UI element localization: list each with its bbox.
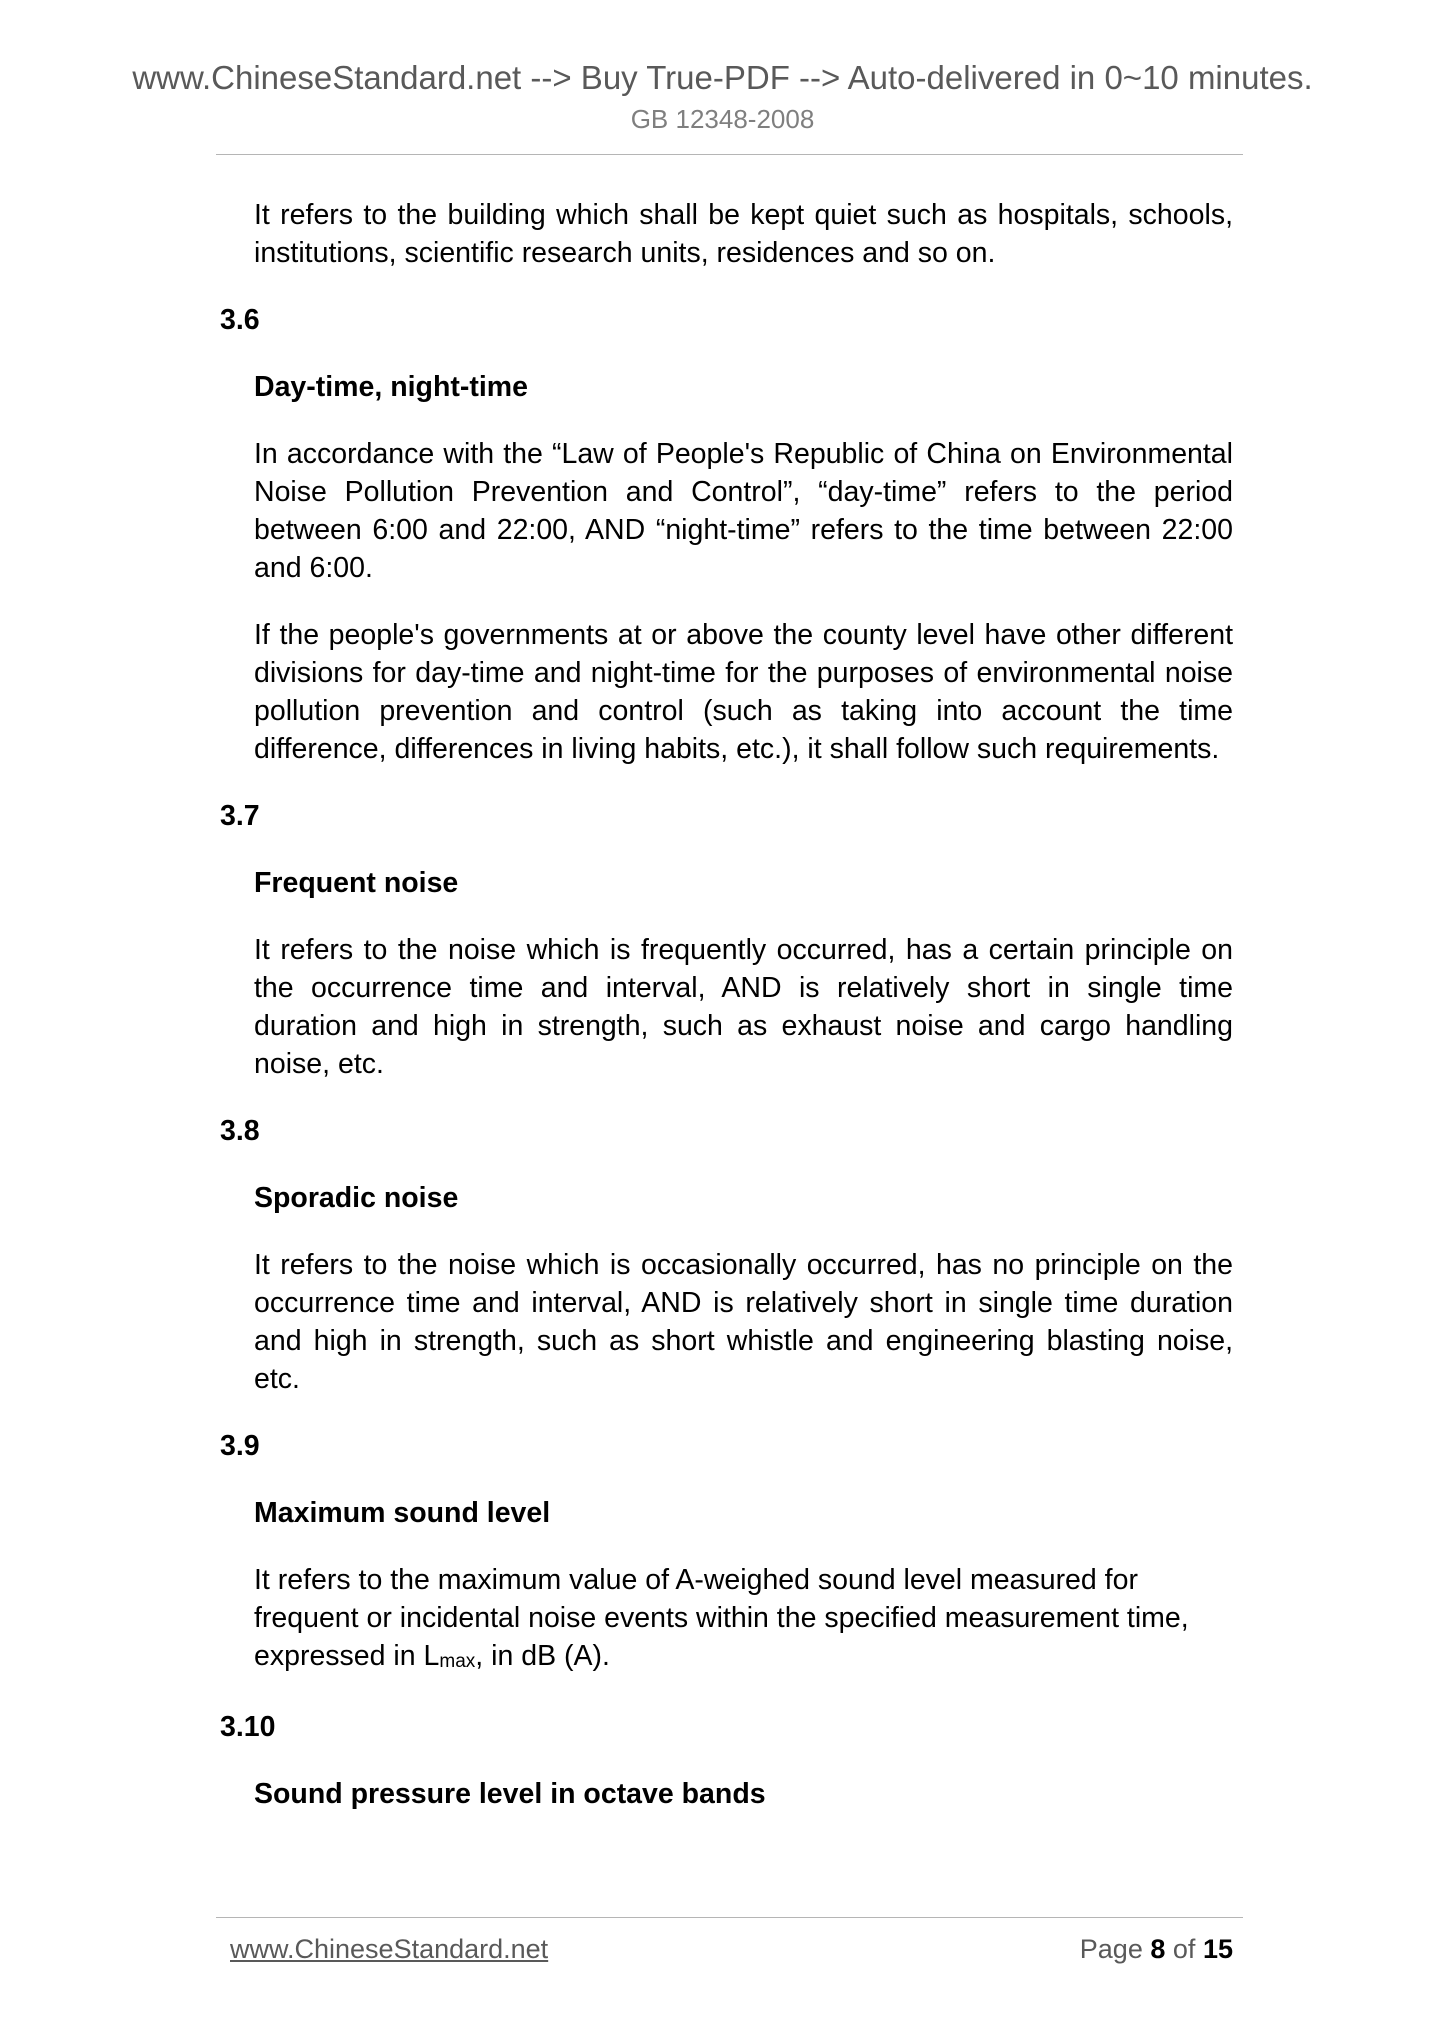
- page-total: 15: [1202, 1934, 1233, 1964]
- header-divider: [216, 154, 1243, 155]
- section-number-3-6: 3.6: [220, 304, 260, 336]
- document-body: [0, 196, 1445, 1813]
- definition-paragraph-3-7: It refers to the noise which is frequently occurred, has a certain principle on the occurrence time and interval, AND is relatively short in single time duration and high in strength, such as exhaust noise and cargo handling noise, etc.: [254, 934, 1233, 1080]
- page-current: 8: [1150, 1934, 1166, 1964]
- section-number-3-9: 3.9: [220, 1430, 260, 1462]
- definition-text: It refers to the maximum value of A-weighed sound level measured for frequent or incidental noise events within the specified measurement time, expressed in L: [254, 1564, 1189, 1672]
- page-header: [0, 58, 1445, 136]
- section-number-3-7: 3.7: [220, 800, 260, 832]
- term-octave-band-level: Sound pressure level in octave bands: [254, 1778, 766, 1810]
- definition-paragraph-3-8: It refers to the noise which is occasionally occurred, has no principle on the occurrence time and interval, AND is relatively short in single time duration and high in strength, such as short whistle and engineering blasting noise, etc.: [254, 1249, 1233, 1395]
- footer-website-link[interactable]: www.ChineseStandard.net: [230, 1934, 549, 1964]
- lmax-subscript: max: [439, 1651, 476, 1672]
- section-number-3-10: 3.10: [220, 1711, 276, 1743]
- intro-paragraph: It refers to the building which shall be kept quiet such as hospitals, schools, institutions, scientific research units, residences and so on.: [254, 199, 1233, 269]
- term-sporadic-noise: Sporadic noise: [254, 1182, 459, 1214]
- definition-paragraph-3-6a: In accordance with the “Law of People's Republic of China on Environmental Noise Pollution Prevention and Control”, “day-time” refers to the period between 6:00 and 22:00, AND “night-time” refers to the time between 22:00 and 6:00.: [254, 438, 1233, 584]
- page-prefix: Page: [1079, 1934, 1143, 1964]
- page-of: of: [1172, 1934, 1196, 1964]
- definition-text-end: , in dB (A).: [475, 1640, 610, 1672]
- section-number-3-8: 3.8: [220, 1115, 260, 1147]
- term-frequent-noise: Frequent noise: [254, 867, 459, 899]
- footer-divider: [216, 1917, 1243, 1918]
- term-day-night-time: Day-time, night-time: [254, 371, 528, 403]
- term-maximum-sound-level: Maximum sound level: [254, 1497, 551, 1529]
- header-banner: www.ChineseStandard.net --> Buy True-PDF --> Auto-delivered in 0~10 minutes.: [132, 59, 1313, 96]
- definition-paragraph-3-9: [254, 1561, 1233, 1679]
- definition-paragraph-3-6b: If the people's governments at or above the county level have other different divisions for day-time and night-time for the purposes of environmental noise pollution prevention and control (such as taking into account the time difference, differences in living habits, etc.), it shall follow such requirements.: [254, 619, 1233, 765]
- standard-number: GB 12348-2008: [630, 104, 815, 134]
- page-indicator: [1080, 1934, 1233, 1965]
